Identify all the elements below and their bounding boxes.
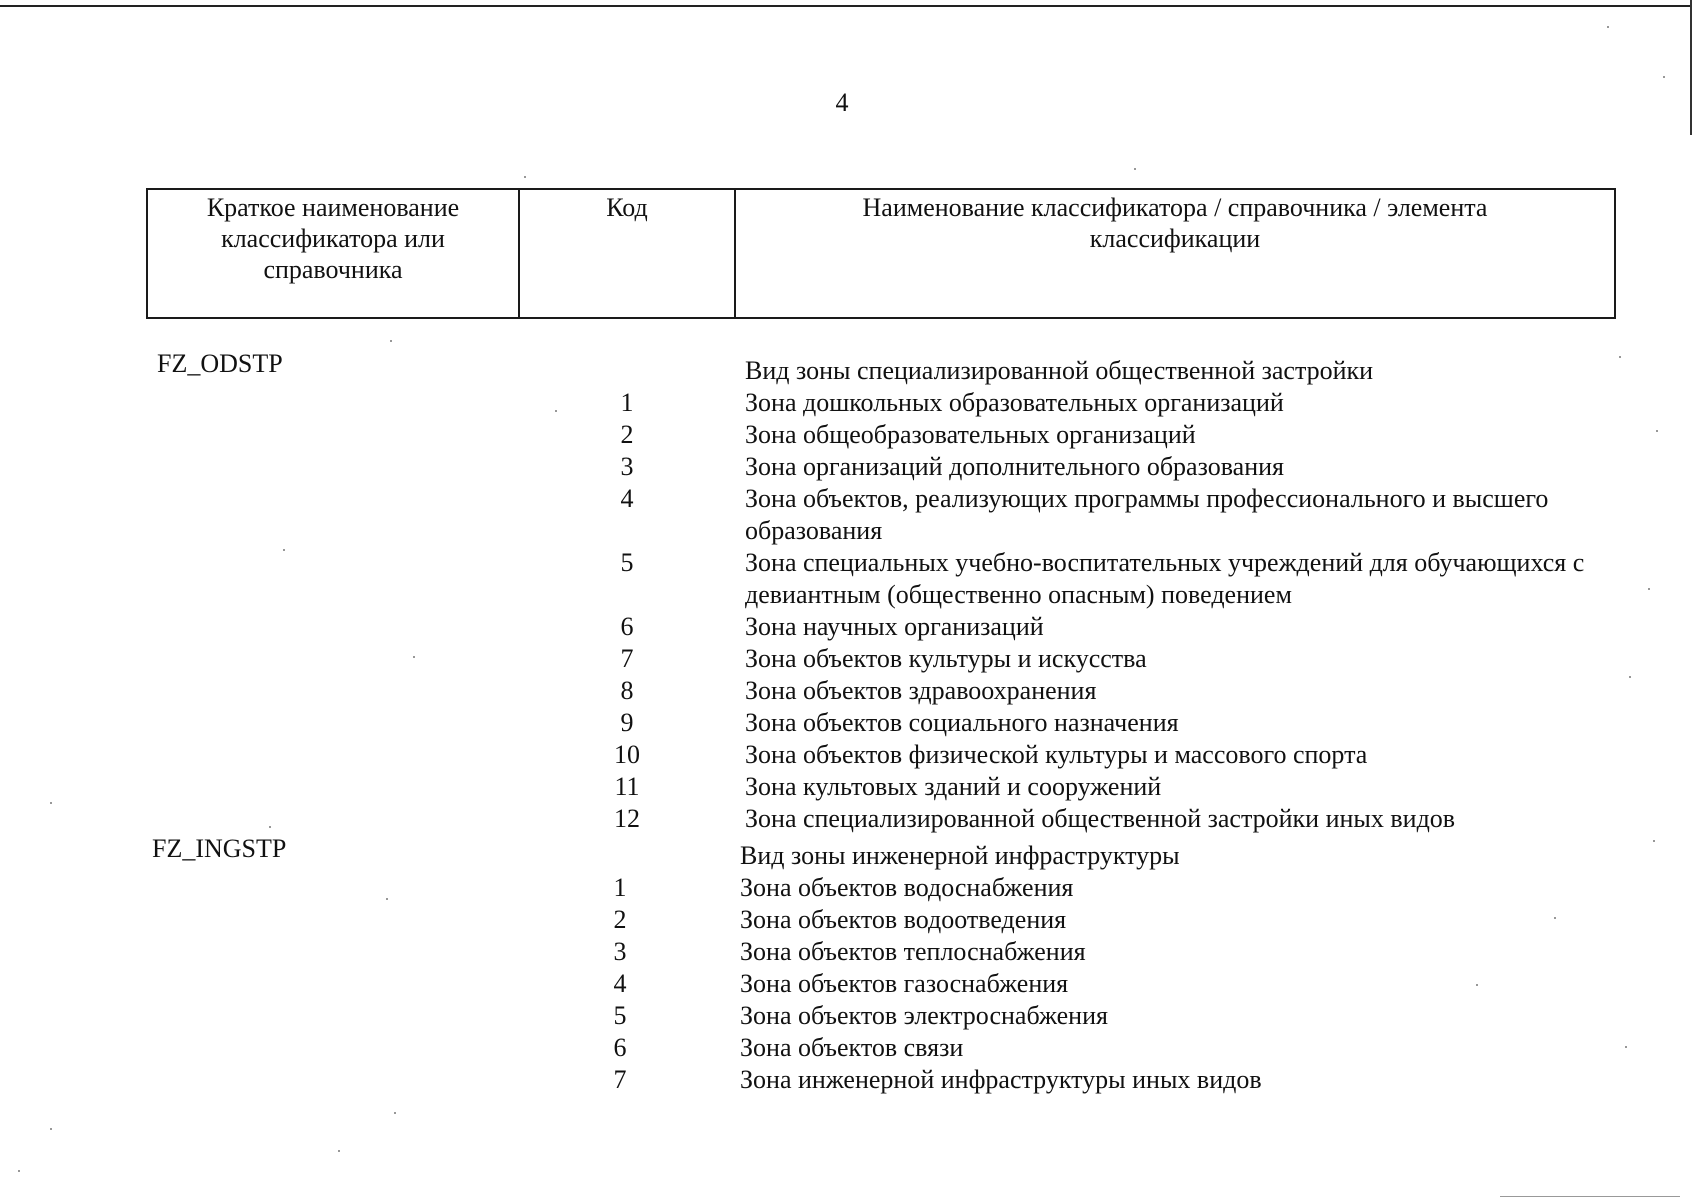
item-code: 7	[613, 1065, 627, 1094]
item-code: 3	[620, 452, 634, 481]
item-code: 3	[613, 937, 627, 966]
scan-speck	[50, 1128, 52, 1130]
scan-speck	[1607, 26, 1609, 28]
item-name: Зона инженерной инфраструктуры иных видов	[740, 1065, 1262, 1094]
scan-speck	[338, 1150, 340, 1152]
item-name: Зона научных организаций	[745, 612, 1044, 641]
item-code: 7	[620, 644, 634, 673]
item-name: Зона объектов теплоснабжения	[740, 937, 1086, 966]
scan-border-top	[0, 5, 1690, 7]
header-code: Код	[520, 190, 736, 317]
scan-speck	[1648, 588, 1650, 590]
scan-speck	[283, 549, 285, 551]
item-code: 2	[620, 420, 634, 449]
scan-speck	[413, 656, 415, 658]
item-name: Зона специальных учебно-воспитательных учреждений для обучающихся с девиантным (общественно опасным) поведением	[745, 548, 1585, 609]
item-name: Зона объектов физической культуры и массового спорта	[745, 740, 1368, 769]
item-name: Зона объектов электроснабжения	[740, 1001, 1108, 1030]
scan-speck	[1619, 356, 1621, 358]
classifier-short-name: FZ_ODSTP	[157, 349, 283, 378]
header-full-name: Наименование классификатора / справочника / элемента классификации	[862, 193, 1488, 253]
scan-speck	[1625, 1046, 1627, 1048]
item-code: 12	[614, 804, 640, 833]
scan-speck	[1476, 984, 1478, 986]
item-code: 5	[620, 548, 634, 577]
item-name: Зона дошкольных образовательных организаций	[745, 388, 1284, 417]
item-name: Зона организаций дополнительного образования	[745, 452, 1284, 481]
item-name: Зона объектов водоотведения	[740, 905, 1067, 934]
item-name: Зона объектов здравоохранения	[745, 676, 1097, 705]
scan-speck	[386, 898, 388, 900]
item-code: 5	[613, 1001, 627, 1030]
item-name: Зона общеобразовательных организаций	[745, 420, 1196, 449]
item-name: Зона объектов связи	[740, 1033, 964, 1062]
item-name: Зона объектов культуры и искусства	[745, 644, 1147, 673]
item-code: 6	[613, 1033, 627, 1062]
scan-speck	[1554, 917, 1556, 919]
item-code: 11	[614, 772, 640, 801]
scan-border-right	[1690, 0, 1692, 135]
scan-speck	[555, 410, 557, 412]
scan-speck	[524, 176, 526, 178]
scan-speck	[1656, 430, 1658, 432]
item-code: 9	[620, 708, 634, 737]
item-code: 6	[620, 612, 634, 641]
header-short-name: Краткое наименование классификатора или справочника	[148, 190, 520, 317]
scan-speck	[394, 1112, 396, 1114]
scan-speck	[1629, 676, 1631, 678]
item-code: 4	[620, 484, 634, 513]
scan-speck	[1653, 840, 1655, 842]
scan-speck	[18, 1170, 20, 1172]
classifier-title: Вид зоны специализированной общественной застройки	[745, 356, 1374, 385]
page-number: 4	[835, 88, 849, 117]
item-name: Зона объектов, реализующих программы профессионального и высшего образования	[745, 484, 1549, 545]
item-name: Зона объектов социального назначения	[745, 708, 1179, 737]
item-name: Зона специализированной общественной застройки иных видов	[745, 804, 1456, 833]
scan-speck	[390, 340, 392, 342]
scan-border-bottom	[1500, 1196, 1680, 1197]
item-code: 2	[613, 905, 627, 934]
scan-speck	[1134, 168, 1136, 170]
item-name: Зона объектов газоснабжения	[740, 969, 1069, 998]
item-code: 10	[614, 740, 640, 769]
classifier-title: Вид зоны инженерной инфраструктуры	[740, 841, 1180, 870]
item-code: 4	[613, 969, 627, 998]
item-code: 1	[620, 388, 634, 417]
item-name: Зона объектов водоснабжения	[740, 873, 1074, 902]
classifier-short-name: FZ_INGSTP	[152, 834, 287, 863]
table-header	[146, 188, 1616, 319]
scan-speck	[1663, 76, 1665, 78]
item-name: Зона культовых зданий и сооружений	[745, 772, 1162, 801]
scan-speck	[269, 826, 271, 828]
item-code: 1	[613, 873, 627, 902]
item-code: 8	[620, 676, 634, 705]
scan-speck	[50, 802, 52, 804]
